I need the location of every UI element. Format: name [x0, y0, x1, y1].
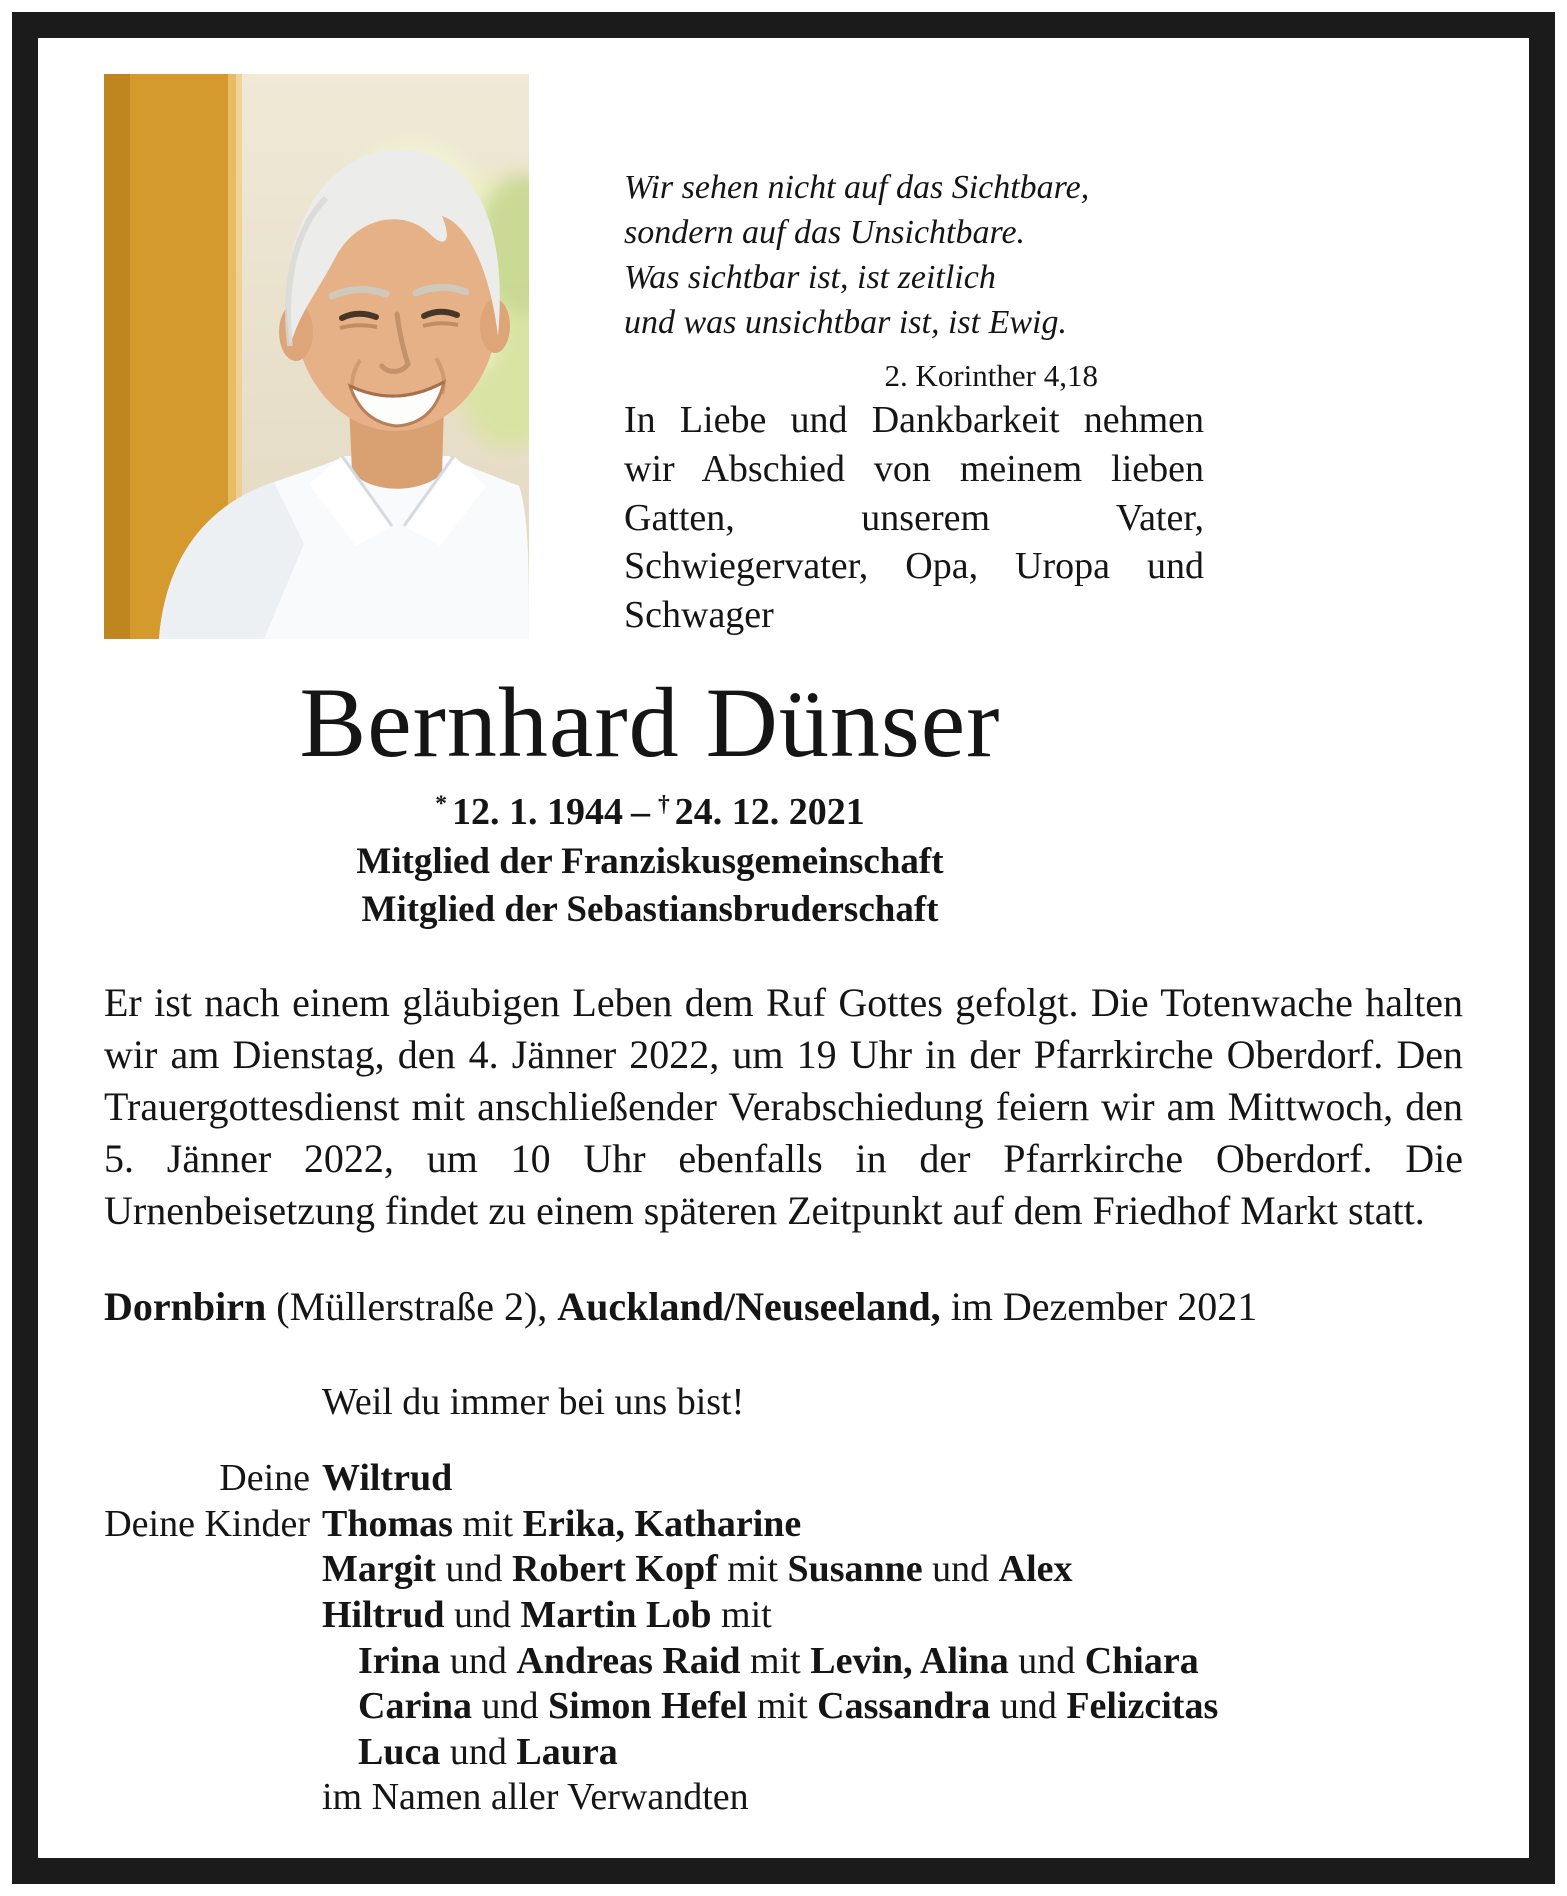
memberships — [104, 838, 1196, 936]
family-row — [104, 1684, 1463, 1730]
quote-line: sondern auf das Unsichtbare. — [624, 213, 1026, 251]
quote-line: und was unsichtbar ist, ist Ewig. — [624, 303, 1067, 341]
family-names: Irina und Andreas Raid mit Levin, Alina und Chiara — [358, 1639, 1199, 1682]
family-names: Thomas mit Erika, Katharine — [322, 1502, 802, 1545]
family-names: Carina und Simon Hefel mit Cassandra und Felizcitas — [358, 1685, 1219, 1728]
dateline: Dornbirn (Müllerstraße 2), Auckland/Neuseeland, im Dezember 2021 — [104, 1284, 1258, 1330]
family-row — [104, 1639, 1463, 1685]
page-frame — [12, 12, 1555, 1884]
top-section — [104, 74, 1463, 640]
family-label — [104, 1730, 310, 1776]
family-list — [104, 1456, 1463, 1821]
intro-text: In Liebe und Dankbarkeit nehmen wir Abschied von meinem lieben Gatten, unserem Vater, Schwiegervater, Opa, Uropa und Schwager — [624, 399, 1204, 636]
deceased-name: Bernhard Dünser — [299, 666, 1001, 778]
birth-symbol: * — [435, 791, 447, 818]
family-label — [104, 1547, 310, 1593]
death-symbol: † — [658, 791, 670, 818]
right-column — [624, 74, 1204, 640]
portrait-photo — [104, 74, 529, 639]
quote-source: 2. Korinther 4,18 — [884, 357, 1098, 393]
family-row — [104, 1593, 1463, 1639]
family-names: Luca und Laura — [358, 1730, 618, 1773]
death-date: 24. 12. 2021 — [674, 790, 865, 833]
closing-line: im Namen aller Verwandten — [322, 1776, 749, 1819]
life-dates — [104, 790, 1196, 834]
family-row — [104, 1775, 1463, 1821]
quote-line: Wir sehen nicht auf das Sichtbare, — [624, 169, 1090, 206]
birth-date: 12. 1. 1944 — [452, 790, 623, 833]
family-names: Margit und Robert Kopf mit Susanne und Alex — [322, 1548, 1073, 1591]
dates-separator: – — [631, 790, 650, 833]
family-row — [104, 1730, 1463, 1776]
family-label: Deine Kinder — [104, 1502, 310, 1545]
family-label — [104, 1684, 310, 1730]
scripture-quote — [624, 166, 1104, 396]
quote-line: Was sichtbar ist, ist zeitlich — [624, 258, 996, 296]
family-label — [104, 1639, 310, 1685]
family-row — [104, 1502, 1463, 1548]
family-names: Wiltrud — [322, 1457, 453, 1500]
motto: Weil du immer bei uns bist! — [322, 1381, 745, 1424]
family-names: Hiltrud und Martin Lob mit — [322, 1593, 772, 1636]
family-label: Deine — [219, 1457, 310, 1500]
name-block — [104, 666, 1196, 936]
family-row — [104, 1456, 1463, 1502]
portrait-photo-illustration — [104, 74, 529, 639]
family-row — [104, 1547, 1463, 1593]
membership-line: Mitglied der Franziskusgemeinschaft — [356, 840, 944, 882]
announcement-text: Er ist nach einem gläubigen Leben dem Ruf Gottes gefolgt. Die Totenwache halten wir am Dienstag, den 4. Jänner 2022, um 19 Uhr in der Pfarrkirche Oberdorf. Den Trauergottesdienst mit anschließender Verabschiedung feiern wir am Mittwoch, den 5. Jänner 2022, um 10 Uhr ebenfalls in der Pfarrkirche Oberdorf. Die Urnenbeisetzung findet zu einem späteren Zeitpunkt auf dem Friedhof Markt statt. — [104, 980, 1463, 1234]
membership-line: Mitglied der Sebastiansbruderschaft — [361, 889, 939, 931]
family-label — [104, 1775, 310, 1821]
family-label — [104, 1593, 310, 1639]
